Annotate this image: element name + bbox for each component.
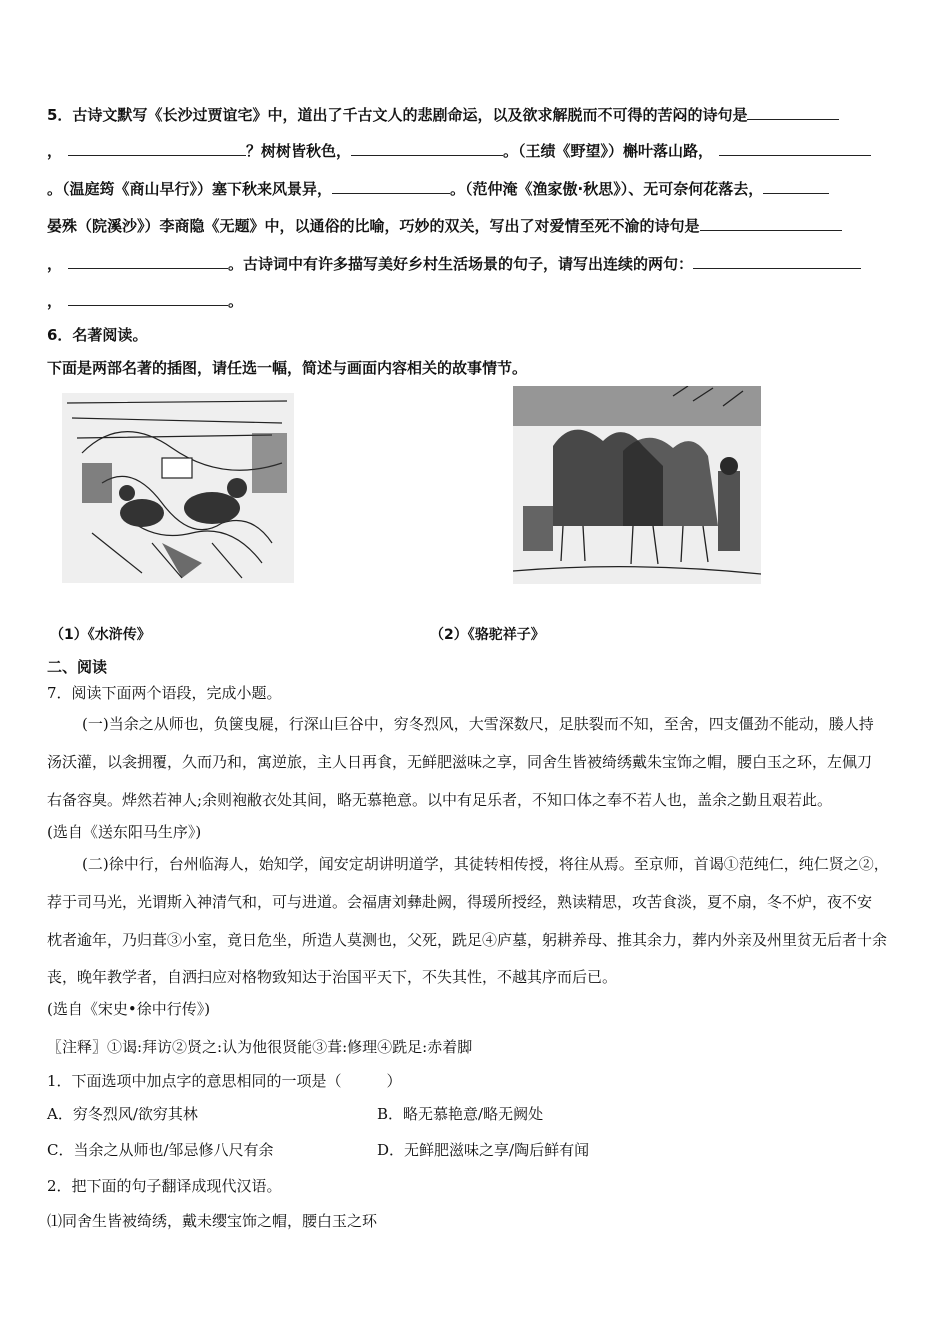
luotuo-illustration [513, 386, 761, 584]
option-a[interactable]: A．穷冬烈风/欲穷其林 [47, 1105, 198, 1123]
caption-luotuo: （2）《骆驼祥子》 [430, 627, 545, 643]
answer-blank[interactable] [68, 141, 246, 156]
answer-blank[interactable] [351, 141, 503, 156]
passage2-line: 枕者逾年，乃归葺③小室，竟日危坐，所造人莫测也，父死，跣足④庐墓，躬耕养母、推其余力，葬内外亲及州里贫无后者十余 [47, 931, 888, 949]
passage1-line: (一)当余之从师也，负箧曳屣，行深山巨谷中，穷冬烈风，大雪深数尺，足肤裂而不知，至舍，四支僵劲不能动，媵人持 [82, 715, 874, 733]
q5-text: ？树树皆秋色， [246, 142, 352, 160]
option-b[interactable]: B．略无慕艳意/略无阙处 [377, 1105, 544, 1123]
option-c[interactable]: C．当余之从师也/邹忌修八尺有余 [47, 1141, 274, 1159]
answer-blank[interactable] [332, 179, 450, 194]
annotation-notes: 〖注释〗①谒:拜访②贤之:认为他很贤能③葺:修理④跣足:赤着脚 [47, 1038, 473, 1056]
answer-blank[interactable] [747, 105, 839, 120]
sub-question-2: 2．把下面的句子翻译成现代汉语。 [47, 1177, 282, 1195]
passage1-source: (选自《送东阳马生序》) [47, 823, 202, 841]
q5-text: 。（范仲淹《渔家傲·秋思》）、无可奈何花落去， [450, 180, 764, 198]
caption-shuihu: （1）《水浒传》 [50, 627, 151, 643]
camel-sketch-icon [513, 386, 761, 584]
q5-line1 [47, 104, 839, 125]
q5-line2 [47, 140, 871, 161]
q6-prompt: 下面是两部名著的插图，请任选一幅，简述与画面内容相关的故事情节。 [47, 359, 528, 377]
q7-intro: 7．阅读下面两个语段，完成小题。 [47, 684, 282, 702]
answer-blank[interactable] [68, 291, 228, 306]
q5-text: 5．古诗文默写《长沙过贾谊宅》中，道出了千古文人的悲剧命运，以及欲求解脱而不可得的苦闷的诗句是 [47, 106, 748, 124]
passage1-line: 右备容臭。烨然若神人;余则袍敝衣处其间，略无慕艳意。以中有足乐者，不知口体之奉不若人也，盖余之勤且艰若此。 [47, 791, 833, 809]
sub-question-2-1: ⑴同舍生皆被绮绣，戴未缨宝饰之帽，腰白玉之环 [47, 1212, 378, 1230]
answer-blank[interactable] [719, 141, 871, 156]
passage2-source: (选自《宋史•徐中行传》) [47, 1000, 211, 1018]
shuihu-illustration [62, 393, 294, 583]
q5-text: 。（温庭筠《商山早行》）塞下秋来风景异， [47, 180, 333, 198]
answer-blank[interactable] [700, 216, 842, 231]
answer-blank[interactable] [693, 254, 861, 269]
q5-text: 。（王绩《野望》）槲叶落山路， [503, 142, 714, 160]
q6-title: 6．名著阅读。 [47, 326, 148, 344]
q5-text: ， [47, 292, 63, 310]
q5-text: ， [47, 142, 63, 160]
passage2-line: 丧，晚年教学者，自洒扫应对格物致知达于治国平天下，不失其性，不越其序而后已。 [47, 968, 618, 986]
q5-line6 [47, 290, 243, 311]
shuihu-sketch-icon [62, 393, 294, 583]
answer-blank[interactable] [763, 179, 829, 194]
q5-text: 。古诗词中有许多描写美好乡村生活场景的句子，请写出连续的两句： [228, 255, 694, 273]
q5-text: ， [47, 255, 63, 273]
q5-line3 [47, 178, 829, 199]
answer-blank[interactable] [68, 254, 228, 269]
passage2-line: 荐于司马光，光谓斯入神清气和，可与进道。会福唐刘彝赴阙，得瑗所授经，熟读精思，攻苦食淡，夏不扇，冬不炉，夜不安 [47, 893, 873, 911]
section-heading: 二、阅读 [47, 658, 108, 676]
q5-line5 [47, 253, 861, 274]
option-d[interactable]: D．无鲜肥滋味之享/陶后鲜有闻 [377, 1141, 590, 1159]
passage2-line: (二)徐中行，台州临海人，始知学，闻安定胡讲明道学，其徒转相传授，将往从焉。至京师，首谒①范纯仁，纯仁贤之②， [82, 855, 889, 873]
passage1-line: 汤沃灌，以衾拥覆，久而乃和，寓逆旅，主人日再食，无鲜肥滋味之享，同舍生皆被绮绣戴朱宝饰之帽，腰白玉之环，左佩刀 [47, 753, 873, 771]
q5-text: 晏殊（院溪沙》）李商隐《无题》中，以通俗的比喻，巧妙的双关，写出了对爱情至死不渝的诗句是 [47, 217, 700, 235]
q5-text: 。 [228, 292, 244, 310]
q5-line4 [47, 215, 842, 236]
sub-question-1: 1．下面选项中加点字的意思相同的一项是（ ） [47, 1072, 402, 1090]
